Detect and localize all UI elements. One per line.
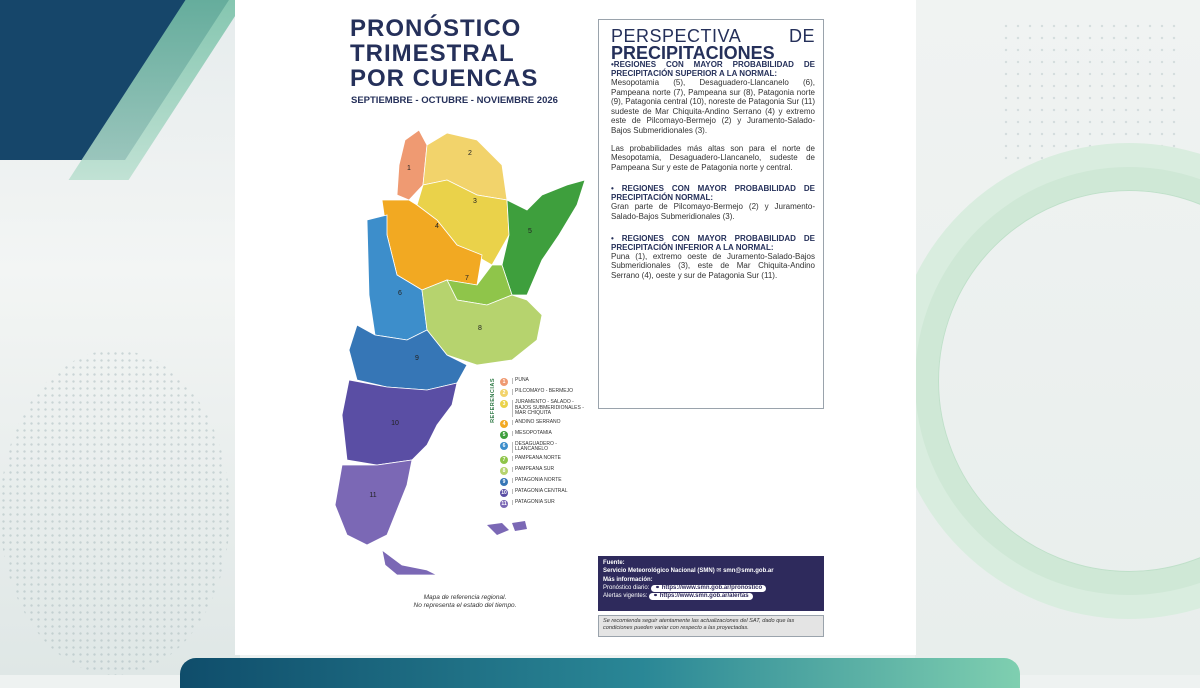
- legend-dot: 2: [500, 389, 508, 397]
- legend-label: PUNA: [512, 378, 529, 384]
- section-normal-heading: • REGIONES CON MAYOR PROBABILIDAD DE PRECIPITACIÓN NORMAL:: [611, 184, 815, 203]
- legend-dot: 5: [500, 431, 508, 439]
- region-number-1: 1: [407, 165, 411, 172]
- legend-dot: 6: [500, 442, 508, 450]
- region-number-10: 10: [391, 420, 399, 427]
- section-above-normal-heading: •REGIONES CON MAYOR PROBABILIDAD DE PRECIPITACIÓN SUPERIOR A LA NORMAL:: [611, 60, 815, 78]
- legend-item: [500, 489, 590, 497]
- region-number-3: 3: [473, 198, 477, 205]
- legend-dot: 3: [500, 400, 508, 408]
- legend-item: [500, 456, 590, 464]
- daily-forecast-link[interactable]: ⚭ https://www.smn.gob.ar/pronostico: [651, 585, 766, 592]
- legend-label: PAMPEANA SUR: [512, 467, 554, 473]
- section-normal-body: Gran parte de Pilcomayo-Bermejo (2) y Juramento-Salado-Bajos Submeridionales (3).: [611, 202, 815, 221]
- legend-item: [500, 389, 590, 397]
- legend-dot: 4: [500, 420, 508, 428]
- legend-item: [500, 478, 590, 486]
- source-email[interactable]: smn@smn.gob.ar: [723, 568, 774, 575]
- legend-dot: 9: [500, 478, 508, 486]
- legend-label: PAMPEANA NORTE: [512, 456, 561, 462]
- section-below-normal-body: Puna (1), extremo oeste de Juramento-Salado-Bajos Submeridionales (3), este de Mar Chiquita-Andino Serrano (4), oeste y sur de Patagonia Sur (11).: [611, 251, 815, 280]
- infographic-page: [235, 0, 916, 655]
- region-number-4: 4: [435, 223, 439, 230]
- perspective-title-line2: PRECIPITACIONES: [611, 43, 775, 63]
- legend-dot: 8: [500, 467, 508, 475]
- decorative-dot-pattern: [0, 350, 230, 675]
- main-title: PRONÓSTICO TRIMESTRAL POR CUENCAS: [350, 15, 539, 92]
- source-label: Fuente:: [603, 560, 625, 566]
- region-number-7: 7: [465, 275, 469, 282]
- region-number-5: 5: [528, 228, 532, 235]
- map-region-patagonia-central: [342, 380, 457, 465]
- legend-label: PATAGONIA SUR: [512, 500, 555, 506]
- legend-dot: 1: [500, 378, 508, 386]
- globe-icon: ⚭: [653, 593, 659, 600]
- region-number-6: 6: [398, 290, 402, 297]
- map-note: Mapa de referencia regional. No representa el estado del tiempo.: [413, 594, 517, 609]
- daily-forecast-row: [603, 584, 819, 592]
- region-number-8: 8: [478, 325, 482, 332]
- legend-dot: 7: [500, 456, 508, 464]
- map-tierra-del-fuego: [382, 550, 437, 575]
- legend-item: [500, 378, 590, 386]
- legend-title: REFERENCIAS: [490, 378, 496, 423]
- disclaimer: Se recomienda seguir atentamente las actualizaciones del SAT, dado que las condiciones pueden variar con respecto a las proyectadas.: [598, 615, 824, 637]
- legend-item: [500, 420, 590, 428]
- region-number-9: 9: [415, 355, 419, 362]
- section-above-normal-body: Mesopotamia (5), Desaguadero-Llancanelo (6), Pampeana norte (7), Pampeana sur (8), Patagonia norte (9), Patagonia central (10), noreste de Patagonia Sur (11) sudeste de Mar Chiquita-Andino Serrano (4) y extremo este de Pilcomayo-Bermejo (2) y Juramento-Salado-Bajos Submeridionales (3).: [611, 78, 815, 135]
- legend-dot: 11: [501, 500, 507, 507]
- alerts-row: [603, 592, 819, 600]
- legend-label: PATAGONIA NORTE: [512, 478, 562, 484]
- source-box: [598, 556, 824, 611]
- section-above-normal-extra: Las probabilidades más altas son para el norte de Mesopotamia, Desaguadero-Llancanelo, sudeste de Pampeana Sur y este de Patagonia norte y central.: [611, 143, 815, 172]
- legend: [500, 378, 590, 511]
- legend-label: PATAGONIA CENTRAL: [512, 489, 568, 495]
- legend-dot: 10: [501, 489, 507, 496]
- alerts-link[interactable]: ⚭ https://www.smn.gob.ar/alertas: [649, 593, 753, 600]
- region-number-11: 11: [369, 492, 377, 499]
- perspective-title-line1: PERSPECTIVA DE: [611, 26, 815, 46]
- precipitation-perspective-box: [598, 19, 824, 409]
- globe-icon: ⚭: [655, 584, 661, 591]
- legend-label: DESAGUADERO - LLANCANELO: [512, 442, 590, 453]
- source-org-row: [603, 567, 819, 575]
- decorative-dot-grid: [1000, 20, 1180, 160]
- more-info-label: Más información:: [603, 576, 653, 583]
- map-region-mesopotamia: [502, 180, 585, 295]
- legend-label: ANDINO SERRANO: [512, 420, 561, 426]
- legend-item: [500, 500, 590, 508]
- mail-icon: ✉: [716, 568, 722, 575]
- source-org: Servicio Meteorológico Nacional (SMN): [603, 568, 715, 575]
- legend-item: [500, 467, 590, 475]
- section-below-normal-heading: • REGIONES CON MAYOR PROBABILIDAD DE PRECIPITACIÓN INFERIOR A LA NORMAL:: [611, 233, 815, 252]
- legend-item: [500, 442, 590, 453]
- daily-forecast-label: Pronóstico diario:: [603, 584, 650, 591]
- region-number-2: 2: [468, 150, 472, 157]
- map-malvinas: [487, 521, 527, 535]
- legend-item: [500, 400, 590, 417]
- map-region-patagonia-sur: [335, 460, 412, 545]
- alerts-label: Alertas vigentes:: [603, 593, 648, 600]
- forecast-period: SEPTIEMBRE - OCTUBRE - NOVIEMBRE 2026: [351, 95, 558, 106]
- legend-label: MESOPOTAMIA: [512, 431, 552, 437]
- legend-label: JURAMENTO - SALADO - BAJOS SUBMERIDIONALES - MAR CHIQUITA: [512, 400, 590, 417]
- legend-label: PILCOMAYO - BERMEJO: [512, 389, 573, 395]
- legend-item: [500, 431, 590, 439]
- decorative-bottom-bar: [180, 658, 1020, 688]
